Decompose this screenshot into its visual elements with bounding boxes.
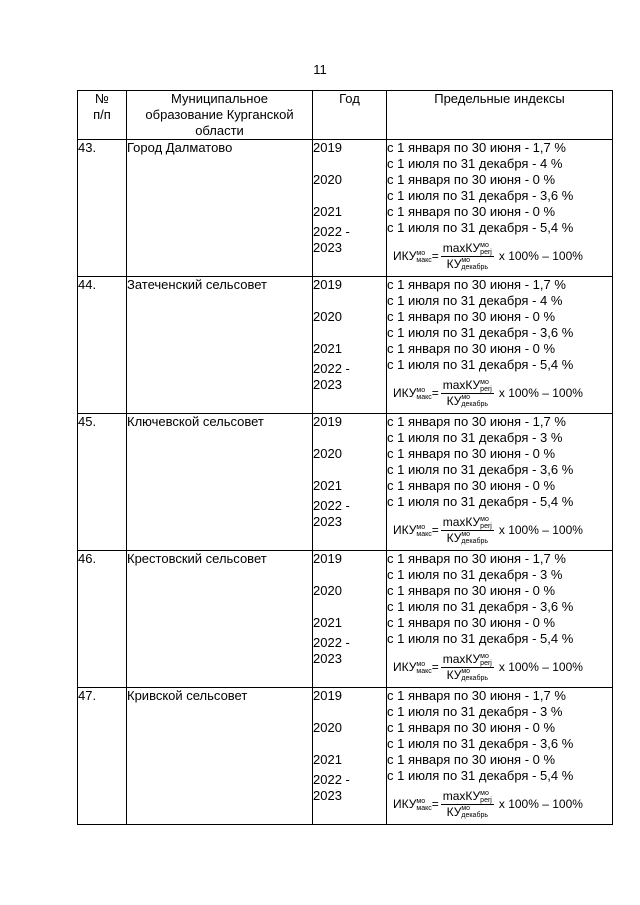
- formula-lhs-sup: мо: [416, 797, 426, 805]
- formula-lhs-sup: мо: [416, 386, 426, 394]
- year-2020: 2020: [313, 583, 342, 598]
- header-number-line: №: [95, 91, 109, 106]
- formula-lhs: [393, 248, 432, 264]
- formula-denominator: [445, 668, 490, 683]
- formula-lhs-main: ИКУ: [393, 660, 417, 674]
- formula-lhs-main: ИКУ: [393, 797, 417, 811]
- row-indices: [387, 551, 613, 688]
- formula-lhs: [393, 522, 432, 538]
- formula-num-main: maxКУ: [442, 651, 481, 666]
- table-row: [78, 688, 613, 825]
- header-year: Год: [313, 91, 387, 140]
- index-line: с 1 июля по 31 декабря - 3,6 %: [387, 599, 574, 614]
- formula-lhs-main: ИКУ: [393, 249, 417, 263]
- index-line: с 1 января по 30 июня - 1,7 %: [387, 551, 566, 566]
- index-line: с 1 июля по 31 декабря - 3,6 %: [387, 325, 574, 340]
- year-2020: 2020: [313, 720, 342, 735]
- table-row: [78, 551, 613, 688]
- formula-den-sub: декабрь: [461, 812, 488, 820]
- formula-lhs-sub: макс: [416, 667, 432, 675]
- index-line: с 1 января по 30 июня - 0 %: [387, 446, 556, 461]
- header-municipality: [127, 91, 313, 140]
- index-formula: [387, 373, 612, 413]
- header-number-line: п/п: [93, 107, 111, 122]
- row-indices: [387, 277, 613, 414]
- row-indices: [387, 140, 613, 277]
- formula-lhs: [393, 385, 432, 401]
- index-line: с 1 июля по 31 декабря - 3,6 %: [387, 736, 574, 751]
- index-line: с 1 июля по 31 декабря - 3,6 %: [387, 188, 574, 203]
- formula-num-sup: мо: [480, 652, 489, 660]
- row-municipality: Ключевской сельсовет: [127, 414, 313, 551]
- index-formula: [387, 784, 612, 824]
- formula-num-sub: perj: [480, 659, 492, 667]
- index-line: с 1 июля по 31 декабря - 5,4 %: [387, 494, 574, 509]
- formula-equals: =: [431, 660, 439, 674]
- row-years: [313, 688, 387, 825]
- index-line: с 1 июля по 31 декабря - 4 %: [387, 293, 563, 308]
- year-2021: 2021: [313, 615, 342, 630]
- formula-lhs-sub: макс: [416, 393, 432, 401]
- formula-numerator: [441, 241, 494, 257]
- formula-den-sub: декабрь: [461, 401, 488, 409]
- index-line: с 1 июля по 31 декабря - 3 %: [387, 430, 563, 445]
- formula-lhs-sup: мо: [416, 249, 426, 257]
- year-range-end: 2023: [313, 651, 342, 666]
- index-formula: [387, 510, 612, 550]
- index-line: с 1 января по 30 июня - 1,7 %: [387, 414, 566, 429]
- formula-den-sup: мо: [461, 668, 471, 676]
- formula-den-main: КУ: [446, 804, 462, 819]
- index-line: с 1 июля по 31 декабря - 5,4 %: [387, 631, 574, 646]
- formula-den-sub: декабрь: [461, 264, 488, 272]
- table-row: [78, 414, 613, 551]
- formula-num-sub: perj: [480, 248, 492, 256]
- formula-denominator: [445, 257, 490, 272]
- index-line: с 1 июля по 31 декабря - 3 %: [387, 704, 563, 719]
- limit-indices-table: [77, 90, 613, 825]
- formula-den-sub: декабрь: [461, 675, 488, 683]
- formula-numerator: [441, 378, 494, 394]
- formula-fraction: [441, 378, 494, 409]
- index-line: с 1 января по 30 июня - 1,7 %: [387, 688, 566, 703]
- formula-den-main: КУ: [446, 393, 462, 408]
- index-line: с 1 июля по 31 декабря - 5,4 %: [387, 220, 574, 235]
- row-years: [313, 140, 387, 277]
- formula-lhs-main: ИКУ: [393, 386, 417, 400]
- year-2020: 2020: [313, 172, 342, 187]
- formula-lhs-sub: макс: [416, 530, 432, 538]
- formula-numerator: [441, 789, 494, 805]
- formula-den-sup: мо: [461, 805, 471, 813]
- formula-tail: х 100% – 100%: [498, 660, 583, 674]
- year-2019: 2019: [313, 688, 342, 703]
- row-indices: [387, 688, 613, 825]
- row-number: 46.: [78, 551, 127, 688]
- formula-tail: х 100% – 100%: [498, 797, 583, 811]
- row-municipality: Крестовский сельсовет: [127, 551, 313, 688]
- year-2020: 2020: [313, 446, 342, 461]
- formula-lhs-sup: мо: [416, 523, 426, 531]
- formula-num-main: maxКУ: [442, 240, 481, 255]
- formula-num-main: maxКУ: [442, 514, 481, 529]
- index-line: с 1 января по 30 июня - 0 %: [387, 752, 556, 767]
- formula-num-sup: мо: [480, 789, 489, 797]
- year-2019: 2019: [313, 414, 342, 429]
- formula-fraction: [441, 652, 494, 683]
- index-formula: [387, 647, 612, 687]
- table-header-row: [78, 91, 613, 140]
- row-municipality: Затеченский сельсовет: [127, 277, 313, 414]
- formula-num-sub: perj: [480, 522, 492, 530]
- formula-denominator: [445, 531, 490, 546]
- year-range-start: 2022 -: [313, 635, 350, 650]
- formula-den-sub: декабрь: [461, 538, 488, 546]
- year-2021: 2021: [313, 341, 342, 356]
- formula-num-sup: мо: [480, 378, 489, 386]
- page-number: 11: [313, 62, 327, 77]
- formula-equals: =: [431, 797, 439, 811]
- year-2022-2023: [313, 494, 386, 529]
- row-indices: [387, 414, 613, 551]
- formula-equals: =: [431, 386, 439, 400]
- formula-lhs: [393, 659, 432, 675]
- year-2022-2023: [313, 357, 386, 392]
- row-years: [313, 551, 387, 688]
- formula-den-sup: мо: [461, 394, 471, 402]
- year-2021: 2021: [313, 752, 342, 767]
- formula-tail: х 100% – 100%: [498, 523, 583, 537]
- year-range-start: 2022 -: [313, 361, 350, 376]
- formula-equals: =: [431, 249, 439, 263]
- formula-lhs-sub: макс: [416, 804, 432, 812]
- index-formula: [387, 236, 612, 276]
- index-line: с 1 июля по 31 декабря - 3 %: [387, 567, 563, 582]
- year-2021: 2021: [313, 478, 342, 493]
- row-number: 45.: [78, 414, 127, 551]
- year-2020: 2020: [313, 309, 342, 324]
- formula-den-main: КУ: [446, 667, 462, 682]
- formula-fraction: [441, 515, 494, 546]
- formula-num-sub: perj: [480, 385, 492, 393]
- formula-den-main: КУ: [446, 530, 462, 545]
- formula-num-main: maxКУ: [442, 788, 481, 803]
- formula-lhs-sub: макс: [416, 256, 432, 264]
- index-line: с 1 июля по 31 декабря - 3,6 %: [387, 462, 574, 477]
- index-line: с 1 января по 30 июня - 1,7 %: [387, 277, 566, 292]
- year-range-start: 2022 -: [313, 498, 350, 513]
- formula-denominator: [445, 394, 490, 409]
- table-row: [78, 277, 613, 414]
- formula-tail: х 100% – 100%: [498, 386, 583, 400]
- index-line: с 1 января по 30 июня - 0 %: [387, 583, 556, 598]
- formula-fraction: [441, 789, 494, 820]
- year-2022-2023: [313, 631, 386, 666]
- year-range-end: 2023: [313, 514, 342, 529]
- formula-num-sub: perj: [480, 796, 492, 804]
- formula-num-sup: мо: [480, 241, 489, 249]
- index-line: с 1 января по 30 июня - 1,7 %: [387, 140, 566, 155]
- header-number: [78, 91, 127, 140]
- index-line: с 1 января по 30 июня - 0 %: [387, 341, 556, 356]
- formula-fraction: [441, 241, 494, 272]
- header-municipality-line: образование Курганской: [145, 107, 294, 122]
- year-range-end: 2023: [313, 240, 342, 255]
- index-line: с 1 января по 30 июня - 0 %: [387, 309, 556, 324]
- header-municipality-line: области: [195, 123, 244, 138]
- row-number: 47.: [78, 688, 127, 825]
- row-municipality: Город Далматово: [127, 140, 313, 277]
- year-2022-2023: [313, 220, 386, 255]
- index-line: с 1 января по 30 июня - 0 %: [387, 172, 556, 187]
- row-number: 44.: [78, 277, 127, 414]
- formula-num-main: maxКУ: [442, 377, 481, 392]
- formula-numerator: [441, 652, 494, 668]
- table-row: [78, 140, 613, 277]
- formula-equals: =: [431, 523, 439, 537]
- formula-den-sup: мо: [461, 531, 471, 539]
- year-range-end: 2023: [313, 788, 342, 803]
- formula-tail: х 100% – 100%: [498, 249, 583, 263]
- header-indices: Предельные индексы: [387, 91, 613, 140]
- year-2019: 2019: [313, 277, 342, 292]
- formula-num-sup: мо: [480, 515, 489, 523]
- formula-denominator: [445, 805, 490, 820]
- index-line: с 1 января по 30 июня - 0 %: [387, 615, 556, 630]
- index-line: с 1 января по 30 июня - 0 %: [387, 720, 556, 735]
- row-municipality: Кривской сельсовет: [127, 688, 313, 825]
- formula-numerator: [441, 515, 494, 531]
- formula-lhs: [393, 796, 432, 812]
- formula-den-sup: мо: [461, 257, 471, 265]
- formula-den-main: КУ: [446, 256, 462, 271]
- formula-lhs-sup: мо: [416, 660, 426, 668]
- year-2022-2023: [313, 768, 386, 803]
- row-number: 43.: [78, 140, 127, 277]
- year-range-start: 2022 -: [313, 772, 350, 787]
- index-line: с 1 июля по 31 декабря - 5,4 %: [387, 357, 574, 372]
- formula-lhs-main: ИКУ: [393, 523, 417, 537]
- year-range-start: 2022 -: [313, 224, 350, 239]
- year-2019: 2019: [313, 140, 342, 155]
- index-line: с 1 июля по 31 декабря - 4 %: [387, 156, 563, 171]
- index-line: с 1 января по 30 июня - 0 %: [387, 204, 556, 219]
- index-line: с 1 июля по 31 декабря - 5,4 %: [387, 768, 574, 783]
- year-range-end: 2023: [313, 377, 342, 392]
- year-2021: 2021: [313, 204, 342, 219]
- row-years: [313, 277, 387, 414]
- year-2019: 2019: [313, 551, 342, 566]
- header-municipality-line: Муниципальное: [171, 91, 268, 106]
- index-line: с 1 января по 30 июня - 0 %: [387, 478, 556, 493]
- row-years: [313, 414, 387, 551]
